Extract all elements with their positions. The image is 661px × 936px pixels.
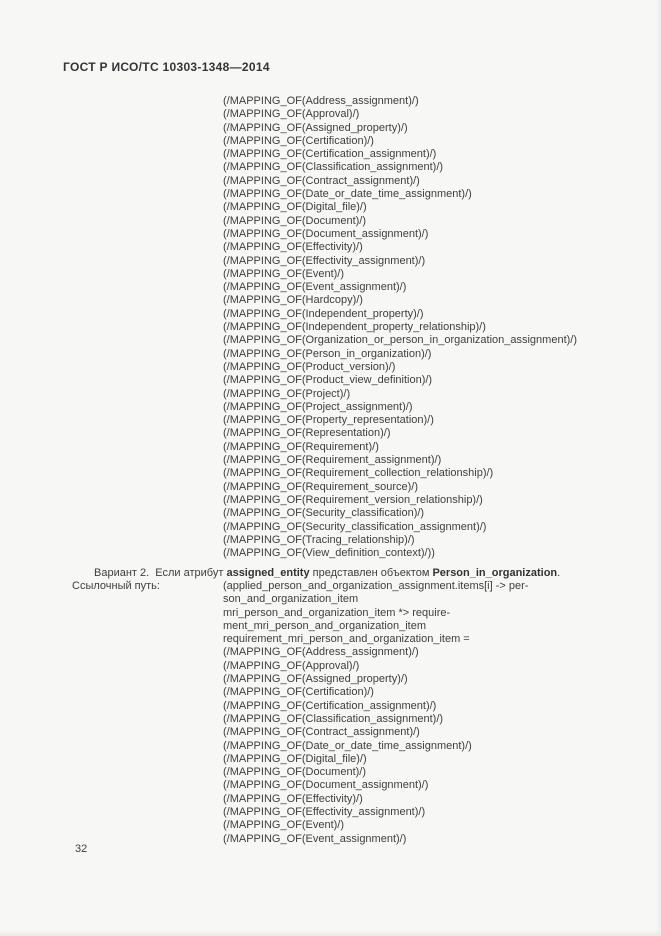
mapping-line: (/MAPPING_OF(Document)/) (223, 214, 367, 227)
mapping-line: (/MAPPING_OF(Event)/) (223, 267, 345, 280)
mapping-line: (/MAPPING_OF(Certification_assignment)/) (223, 148, 437, 161)
mapping-line: (/MAPPING_OF(Effectivity)/) (223, 241, 363, 254)
reference-path-line: (/MAPPING_OF(Event)/) (223, 819, 345, 832)
mapping-line: (/MAPPING_OF(Assigned_property)/) (223, 121, 408, 134)
reference-path-line: (/MAPPING_OF(Document_assignment)/) (223, 779, 429, 792)
mapping-line: (/MAPPING_OF(Tracing_relationship)/) (223, 533, 415, 546)
mapping-line: (/MAPPING_OF(Product_view_definition)/) (223, 374, 433, 387)
reference-path-line: (applied_person_and_organization_assignment.items[i] -> per- (223, 580, 529, 592)
reference-path-line: (/MAPPING_OF(Document)/) (223, 766, 367, 779)
variant-2-bold-assigned-entity: assigned_entity (226, 567, 310, 579)
mapping-line: (/MAPPING_OF(View_definition_context)/)) (223, 547, 435, 560)
mapping-line: (/MAPPING_OF(Independent_property)/) (223, 307, 424, 320)
mapping-line: (/MAPPING_OF(Person_in_organization)/) (223, 347, 432, 360)
variant-2-text-suffix: . (557, 567, 561, 579)
mapping-line: (/MAPPING_OF(Representation)/) (223, 427, 391, 440)
mapping-line: (/MAPPING_OF(Security_classification_assignment)/) (223, 520, 487, 533)
mapping-line: (/MAPPING_OF(Independent_property_relationship)/) (223, 321, 486, 334)
mapping-line: (/MAPPING_OF(Project)/) (223, 387, 351, 400)
reference-path-line: requirement_mri_person_and_organization_item = (223, 633, 470, 646)
reference-path-line: (/MAPPING_OF(Certification_assignment)/) (223, 699, 437, 712)
document-header-title: ГОСТ Р ИСО/ТС 10303-1348—2014 (63, 60, 270, 74)
mapping-line: (/MAPPING_OF(Property_representation)/) (223, 414, 434, 427)
mapping-line: (/MAPPING_OF(Event_assignment)/) (223, 281, 407, 294)
mapping-line: (/MAPPING_OF(Date_or_date_time_assignment)/) (223, 188, 472, 201)
mapping-line: (/MAPPING_OF(Approval)/) (223, 108, 360, 121)
mapping-line: (/MAPPING_OF(Document_assignment)/) (223, 227, 429, 240)
page-number: 32 (75, 843, 88, 855)
mapping-line: (/MAPPING_OF(Requirement)/) (223, 440, 379, 453)
mapping-line: (/MAPPING_OF(Product_version)/) (223, 360, 396, 373)
reference-path-line: mri_person_and_organization_item *> require- (223, 606, 451, 619)
reference-path-line: (/MAPPING_OF(Contract_assignment)/) (223, 726, 420, 739)
reference-path-line: (/MAPPING_OF(Assigned_property)/) (223, 673, 408, 686)
variant-2-text-prefix: Вариант 2. Если атрибут (94, 567, 227, 579)
reference-path-line: (/MAPPING_OF(Effectivity_assignment)/) (223, 806, 426, 819)
reference-path-line: (/MAPPING_OF(Effectivity)/) (223, 792, 363, 805)
reference-path-label: Ссылочный путь: (72, 580, 160, 592)
mapping-line: (/MAPPING_OF(Project_assignment)/) (223, 400, 413, 413)
reference-path-line: (/MAPPING_OF(Classification_assignment)/) (223, 712, 444, 725)
mapping-line: (/MAPPING_OF(Effectivity_assignment)/) (223, 254, 426, 267)
reference-path-line: ment_mri_person_and_organization_item (223, 619, 427, 632)
reference-path-line: (/MAPPING_OF(Event_assignment)/) (223, 832, 407, 845)
reference-path-line: son_and_organization_item (223, 593, 359, 606)
reference-path-line: (/MAPPING_OF(Address_assignment)/) (223, 646, 419, 659)
mapping-line: (/MAPPING_OF(Requirement_collection_relationship)/) (223, 467, 494, 480)
mapping-line: (/MAPPING_OF(Certification)/) (223, 134, 374, 147)
mapping-line: (/MAPPING_OF(Classification_assignment)/) (223, 161, 444, 174)
mapping-line: (/MAPPING_OF(Security_classification)/) (223, 507, 425, 520)
mapping-line: (/MAPPING_OF(Contract_assignment)/) (223, 174, 420, 187)
mapping-line: (/MAPPING_OF(Requirement_version_relationship)/) (223, 493, 483, 506)
reference-path-line: (/MAPPING_OF(Certification)/) (223, 686, 374, 699)
variant-2-text-middle: представлен объектом (309, 567, 433, 579)
mapping-line: (/MAPPING_OF(Organization_or_person_in_organization_assignment)/) (223, 334, 578, 347)
mapping-line: (/MAPPING_OF(Requirement_assignment)/) (223, 454, 442, 467)
mapping-of-list-1 (223, 95, 577, 560)
reference-path-line: (/MAPPING_OF(Approval)/) (223, 659, 360, 672)
mapping-line: (/MAPPING_OF(Requirement_source)/) (223, 480, 418, 493)
mapping-line: (/MAPPING_OF(Hardcopy)/) (223, 294, 363, 307)
variant-2-bold-person-in-organization: Person_in_organization (432, 567, 558, 579)
reference-path-line: (/MAPPING_OF(Date_or_date_time_assignment)/) (223, 739, 472, 752)
mapping-line: (/MAPPING_OF(Digital_file)/) (223, 201, 367, 214)
variant-2-paragraph (94, 567, 560, 580)
reference-path-line: (/MAPPING_OF(Digital_file)/) (223, 752, 367, 765)
mapping-line: (/MAPPING_OF(Address_assignment)/) (223, 95, 419, 107)
reference-path-block (223, 580, 528, 846)
